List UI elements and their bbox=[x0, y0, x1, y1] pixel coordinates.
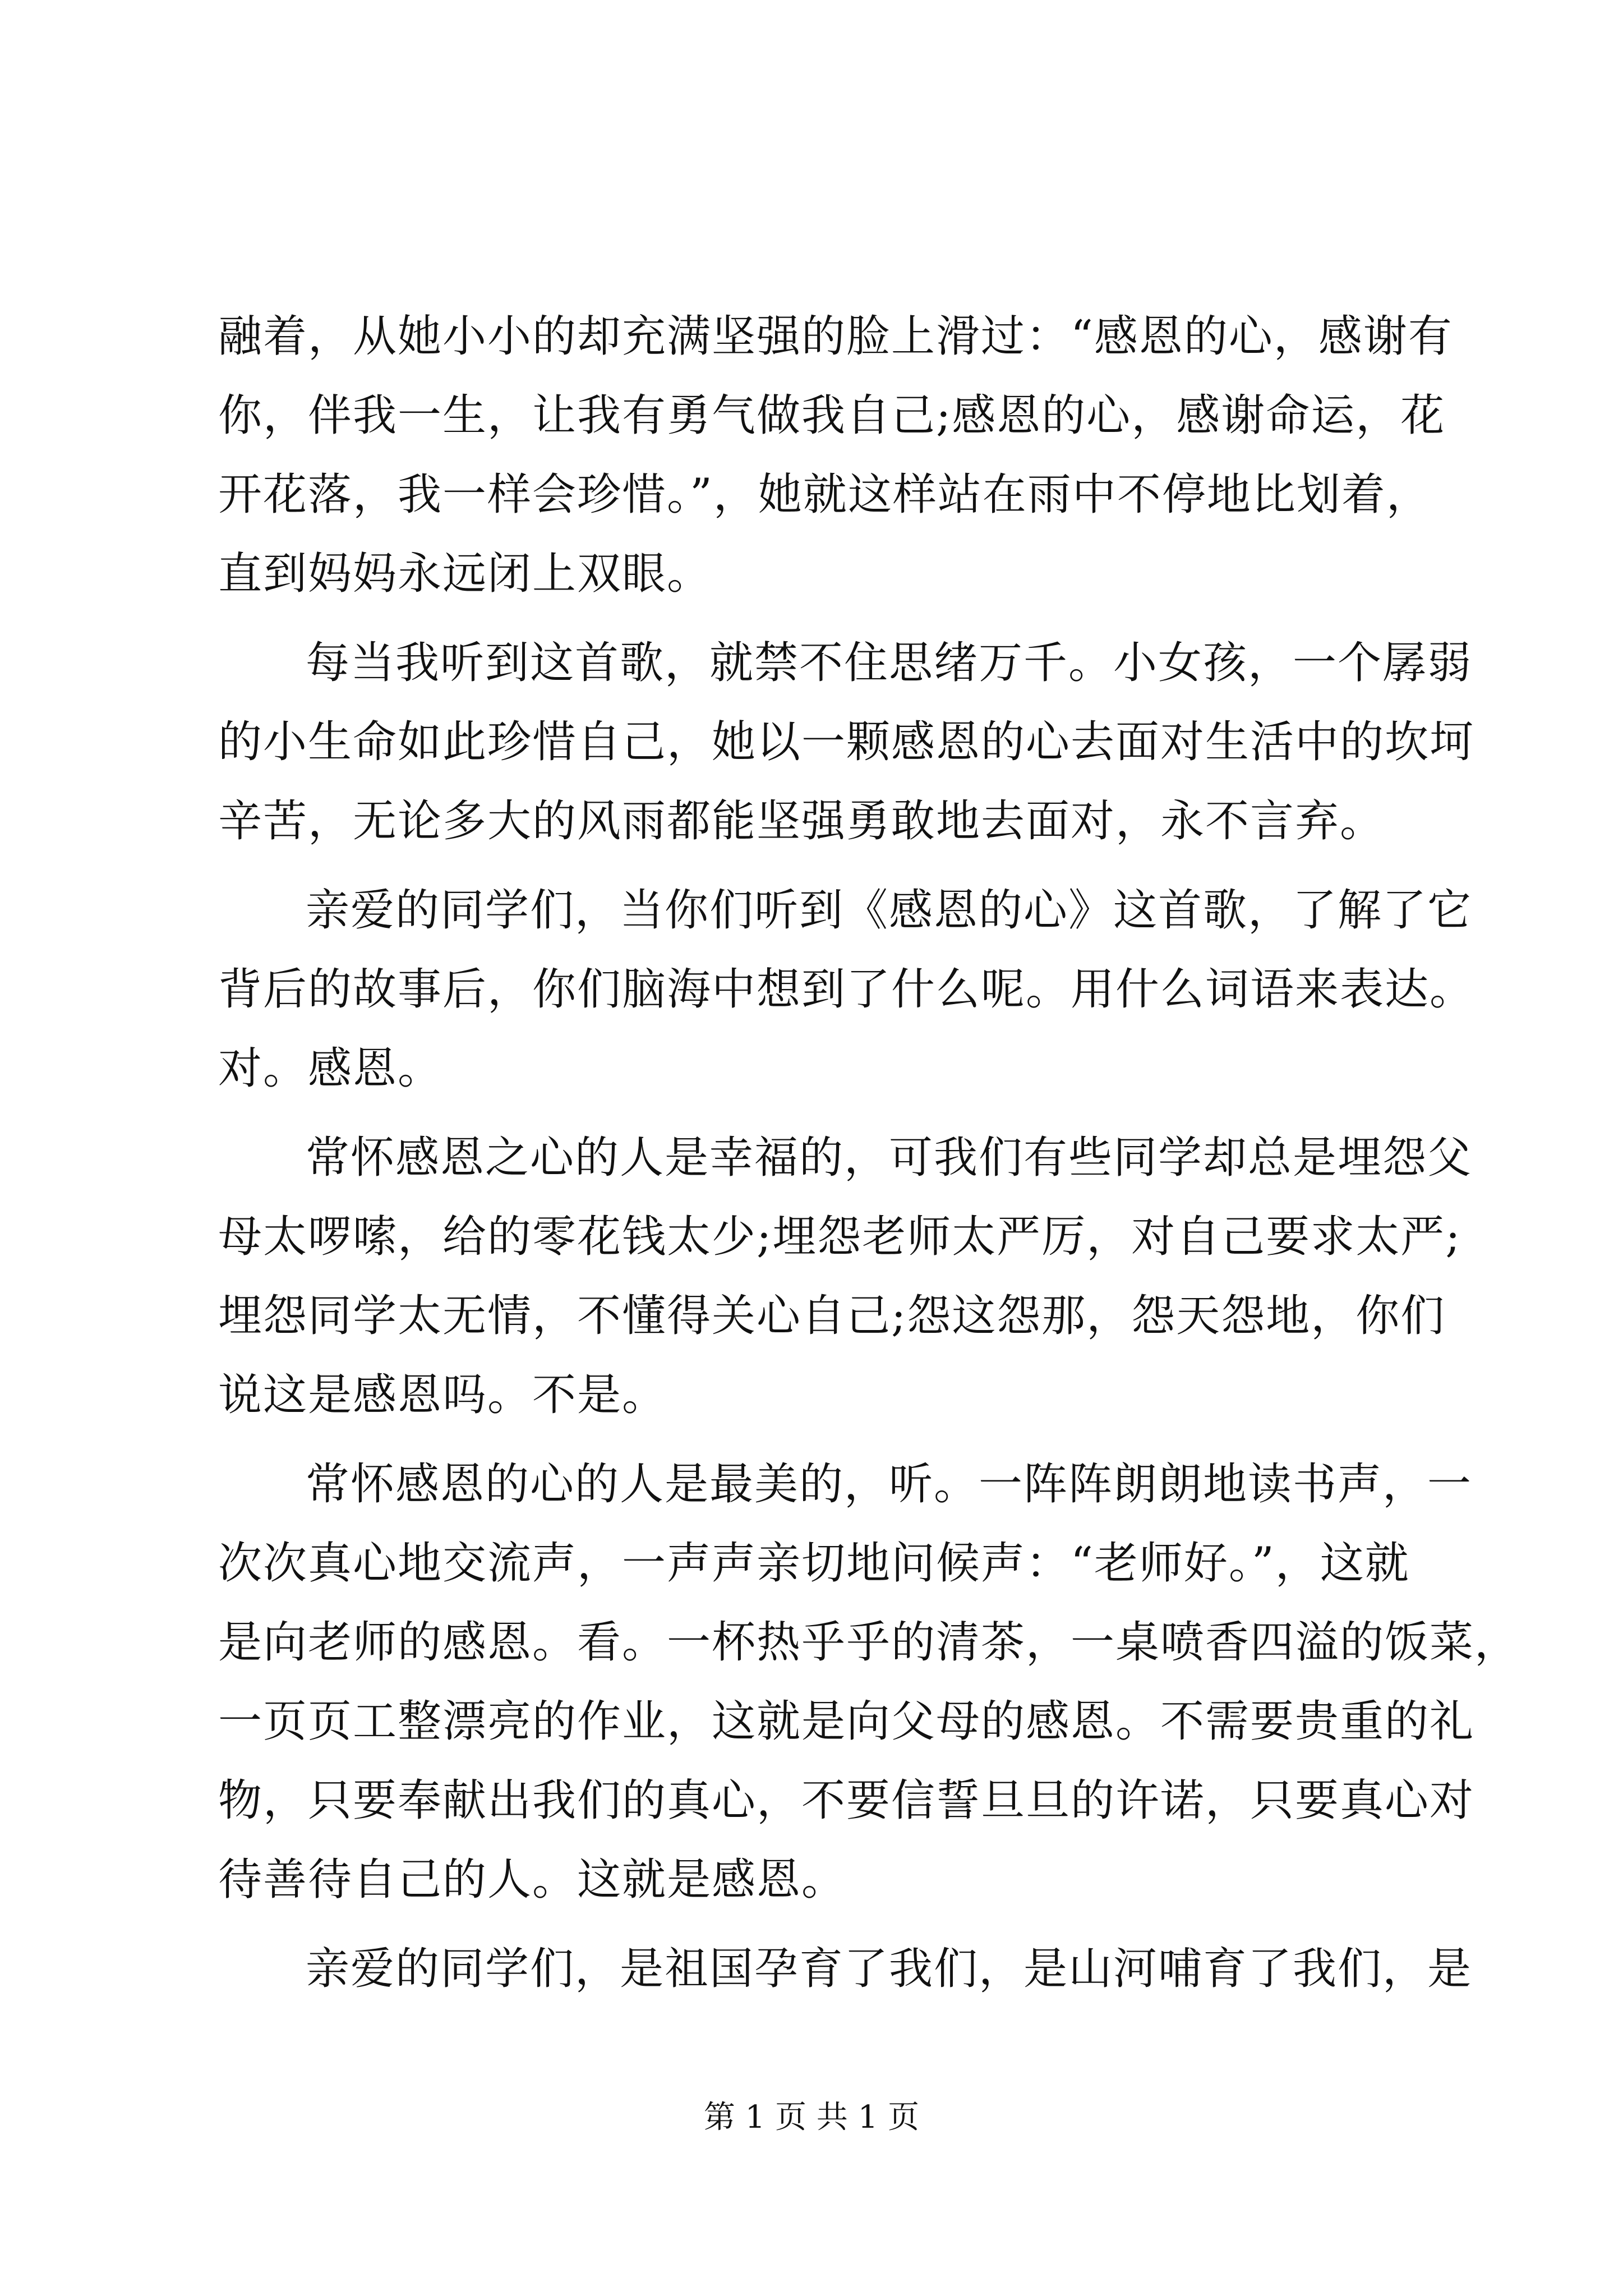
text-line: 的小生命如此珍惜自己，她以一颗感恩的心去面对生活中的坎坷 bbox=[218, 717, 1475, 767]
text-line: 物，只要奉献出我们的真心，不要信誓旦旦的许诺，只要真心对 bbox=[218, 1775, 1475, 1826]
text-line: 母太啰嗦，给的零花钱太少;埋怨老师太严厉，对自己要求太严; bbox=[218, 1212, 1461, 1262]
text-line: 你，伴我一生，让我有勇气做我自己;感恩的心，感谢命运，花 bbox=[218, 390, 1446, 441]
text-line: 对。感恩。 bbox=[218, 1043, 443, 1094]
text-line: 亲爱的同学们，当你们听到《感恩的心》这首歌，了解了它 bbox=[306, 885, 1473, 936]
text-line: 背后的故事后，你们脑海中想到了什么呢。用什么词语来表达。 bbox=[218, 964, 1475, 1015]
text-line: 说这是感恩吗。不是。 bbox=[218, 1370, 667, 1420]
text-line: 待善待自己的人。这就是感恩。 bbox=[218, 1855, 847, 1905]
text-line: 亲爱的同学们，是祖国孕育了我们，是山河哺育了我们，是 bbox=[306, 1944, 1473, 1994]
text-line: 是向老师的感恩。看。一杯热乎乎的清茶，一桌喷香四溢的饭菜， bbox=[218, 1617, 1520, 1668]
text-line: 常怀感恩的心的人是最美的，听。一阵阵朗朗地读书声，一 bbox=[306, 1459, 1473, 1510]
paragraph-1 bbox=[218, 297, 1453, 614]
text-line: 辛苦，无论多大的风雨都能坚强勇敢地去面对，永不言弃。 bbox=[218, 796, 1385, 846]
text-line: 每当我听到这首歌，就禁不住思绪万千。小女孩，一个孱弱 bbox=[306, 638, 1473, 688]
text-line: 融着，从她小小的却充满坚强的脸上滑过：“感恩的心，感谢有 bbox=[218, 311, 1453, 362]
text-line: 开花落，我一样会珍惜。”，她就这样站在雨中不停地比划着， bbox=[218, 470, 1431, 520]
paragraph-spacer bbox=[218, 614, 1418, 624]
paragraph-spacer bbox=[218, 1108, 1418, 1119]
text-line: 次次真心地交流声，一声声亲切地问候声：“老师好。”，这就 bbox=[218, 1538, 1410, 1589]
text-line: 一页页工整漂亮的作业，这就是向父母的感恩。不需要贵重的礼 bbox=[218, 1696, 1475, 1747]
document-body bbox=[218, 297, 1520, 2009]
paragraph-4 bbox=[218, 1119, 1473, 1435]
paragraph-spacer bbox=[218, 1435, 1418, 1445]
paragraph-spacer bbox=[218, 1920, 1418, 1930]
text-line: 埋怨同学太无情，不懂得关心自己;怨这怨那，怨天怨地，你们 bbox=[218, 1291, 1446, 1341]
text-line: 直到妈妈永远闭上双眼。 bbox=[218, 549, 712, 599]
paragraph-2 bbox=[218, 624, 1475, 861]
paragraph-5 bbox=[218, 1445, 1520, 1920]
paragraph-6 bbox=[218, 1930, 1473, 2009]
paragraph-3 bbox=[218, 871, 1475, 1108]
page-footer: 第 1 页 共 1 页 bbox=[703, 2099, 920, 2136]
text-line: 常怀感恩之心的人是幸福的，可我们有些同学却总是埋怨父 bbox=[306, 1133, 1473, 1183]
paragraph-spacer bbox=[218, 861, 1418, 871]
